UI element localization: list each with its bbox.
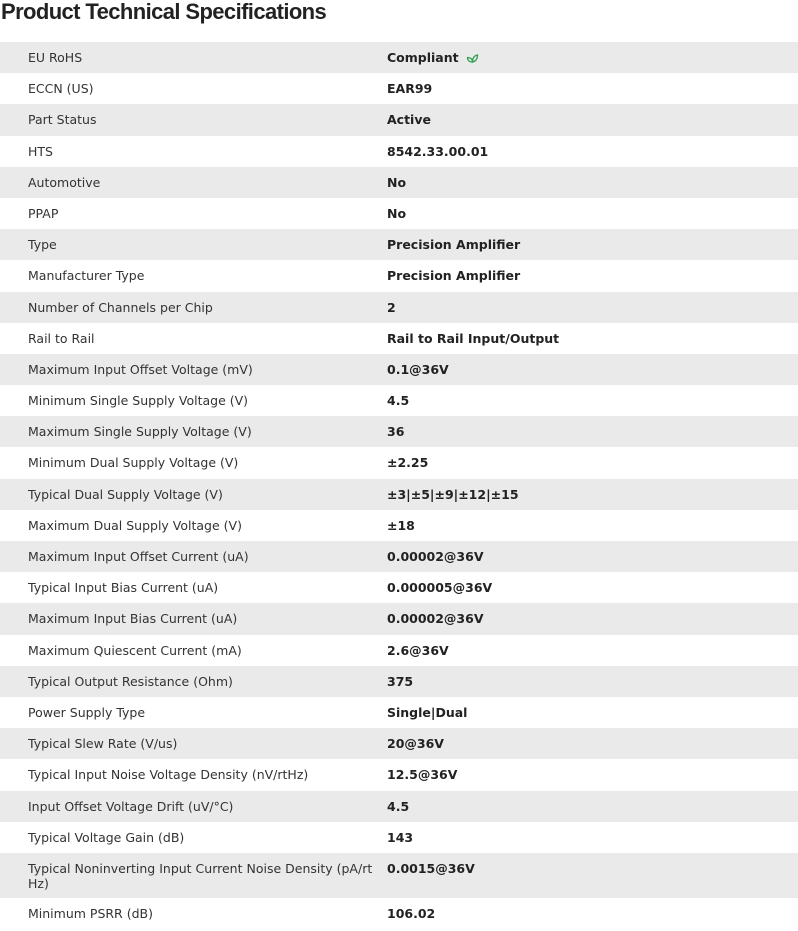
- spec-row-output-resistance: [0, 666, 798, 697]
- spec-row-noise-voltage-density: [0, 759, 798, 790]
- spec-row-slew-rate: [0, 728, 798, 759]
- spec-value: 2: [387, 299, 396, 315]
- spec-value: 0.000005@36V: [387, 580, 493, 596]
- spec-value: 0.00002@36V: [387, 549, 484, 564]
- spec-row-part-status: [0, 104, 798, 135]
- spec-row-eu-rohs: [0, 42, 798, 73]
- spec-row-hts: [0, 136, 798, 167]
- leaf-icon: [466, 52, 479, 63]
- spec-value: Single|Dual: [387, 704, 468, 720]
- spec-label: ECCN (US): [28, 81, 94, 97]
- spec-label: PPAP: [28, 205, 59, 221]
- spec-row-min-single-supply: [0, 385, 798, 416]
- spec-value: [387, 42, 479, 65]
- spec-value: 143: [387, 829, 414, 845]
- spec-label: Maximum Quiescent Current (mA): [28, 642, 242, 658]
- spec-label: Manufacturer Type: [28, 268, 145, 284]
- spec-value: 20@36V: [387, 736, 444, 752]
- spec-value: 106.02: [387, 905, 436, 921]
- spec-row-eccn: [0, 73, 798, 104]
- spec-label: Maximum Single Supply Voltage (V): [28, 424, 252, 440]
- spec-value: No: [387, 174, 407, 190]
- spec-label: Typical Input Noise Voltage Density (nV/rtHz): [28, 767, 309, 783]
- spec-table: [0, 42, 798, 929]
- spec-label: Minimum Dual Supply Voltage (V): [28, 455, 239, 471]
- spec-value: 12.5@36V: [387, 767, 458, 783]
- spec-value: 375: [387, 673, 414, 689]
- spec-label: Part Status: [28, 112, 97, 128]
- spec-label: Maximum Input Bias Current (uA): [28, 611, 238, 627]
- spec-row-manufacturer-type: [0, 260, 798, 291]
- spec-value: 4.5: [387, 798, 410, 814]
- spec-label: EU RoHS: [28, 50, 83, 65]
- page-title: Product Technical Specifications: [1, 0, 327, 24]
- spec-value: 0.00002@36V: [387, 611, 484, 627]
- spec-row-typ-bias-current: [0, 572, 798, 603]
- spec-row-max-offset-voltage: [0, 354, 798, 385]
- spec-row-channels: [0, 292, 798, 323]
- spec-row-automotive: [0, 167, 798, 198]
- spec-label: Typical Output Resistance (Ohm): [28, 673, 233, 689]
- spec-label: Maximum Dual Supply Voltage (V): [28, 517, 242, 533]
- spec-value: 4.5: [387, 393, 410, 409]
- spec-label: Automotive: [28, 174, 101, 190]
- spec-row-min-psrr: [0, 898, 798, 929]
- spec-label: Rail to Rail: [28, 330, 95, 346]
- spec-label: Power Supply Type: [28, 704, 146, 720]
- spec-value: Rail to Rail Input/Output: [387, 330, 560, 346]
- spec-row-max-quiescent-current: [0, 635, 798, 666]
- spec-row-max-single-supply: [0, 416, 798, 447]
- spec-row-offset-voltage-drift: [0, 791, 798, 822]
- spec-value: ±2.25: [387, 455, 429, 471]
- spec-value: ±18: [387, 517, 415, 533]
- spec-row-min-dual-supply: [0, 447, 798, 478]
- spec-row-type: [0, 229, 798, 260]
- spec-label: Typical Dual Supply Voltage (V): [28, 486, 223, 502]
- spec-label: Typical Slew Rate (V/us): [28, 736, 178, 752]
- spec-row-ppap: [0, 198, 798, 229]
- spec-row-voltage-gain: [0, 822, 798, 853]
- spec-label: Typical Voltage Gain (dB): [28, 829, 185, 845]
- spec-label: Input Offset Voltage Drift (uV/°C): [28, 798, 234, 814]
- spec-value: 8542.33.00.01: [387, 143, 489, 159]
- spec-value: 2.6@36V: [387, 642, 449, 658]
- spec-value: No: [387, 205, 407, 221]
- spec-value: 0.0015@36V: [387, 860, 475, 876]
- spec-row-rail-to-rail: [0, 323, 798, 354]
- spec-value: ±3|±5|±9|±12|±15: [387, 486, 519, 502]
- spec-label: Number of Channels per Chip: [28, 299, 213, 315]
- spec-row-typ-dual-supply: [0, 479, 798, 510]
- spec-label: Typical Noninverting Input Current Noise Density (pA/rt Hz): [28, 860, 373, 891]
- spec-label: Maximum Input Offset Voltage (mV): [28, 361, 253, 377]
- spec-row-max-bias-current: [0, 603, 798, 634]
- spec-value: Active: [387, 112, 431, 128]
- spec-value: 36: [387, 424, 405, 440]
- spec-value: EAR99: [387, 81, 433, 97]
- spec-label: Maximum Input Offset Current (uA): [28, 549, 249, 564]
- spec-label: Typical Input Bias Current (uA): [28, 580, 219, 596]
- spec-label: Minimum Single Supply Voltage (V): [28, 393, 249, 409]
- spec-value: Precision Amplifier: [387, 237, 521, 253]
- spec-row-max-offset-current: [0, 541, 798, 572]
- spec-row-current-noise-density: [0, 853, 798, 898]
- spec-value: 0.1@36V: [387, 361, 449, 377]
- spec-label: HTS: [28, 143, 53, 159]
- spec-value-text: Compliant: [387, 50, 459, 65]
- spec-row-max-dual-supply: [0, 510, 798, 541]
- spec-label: Type: [28, 237, 57, 253]
- spec-row-power-supply-type: [0, 697, 798, 728]
- spec-label: Minimum PSRR (dB): [28, 905, 153, 921]
- spec-value: Precision Amplifier: [387, 268, 521, 284]
